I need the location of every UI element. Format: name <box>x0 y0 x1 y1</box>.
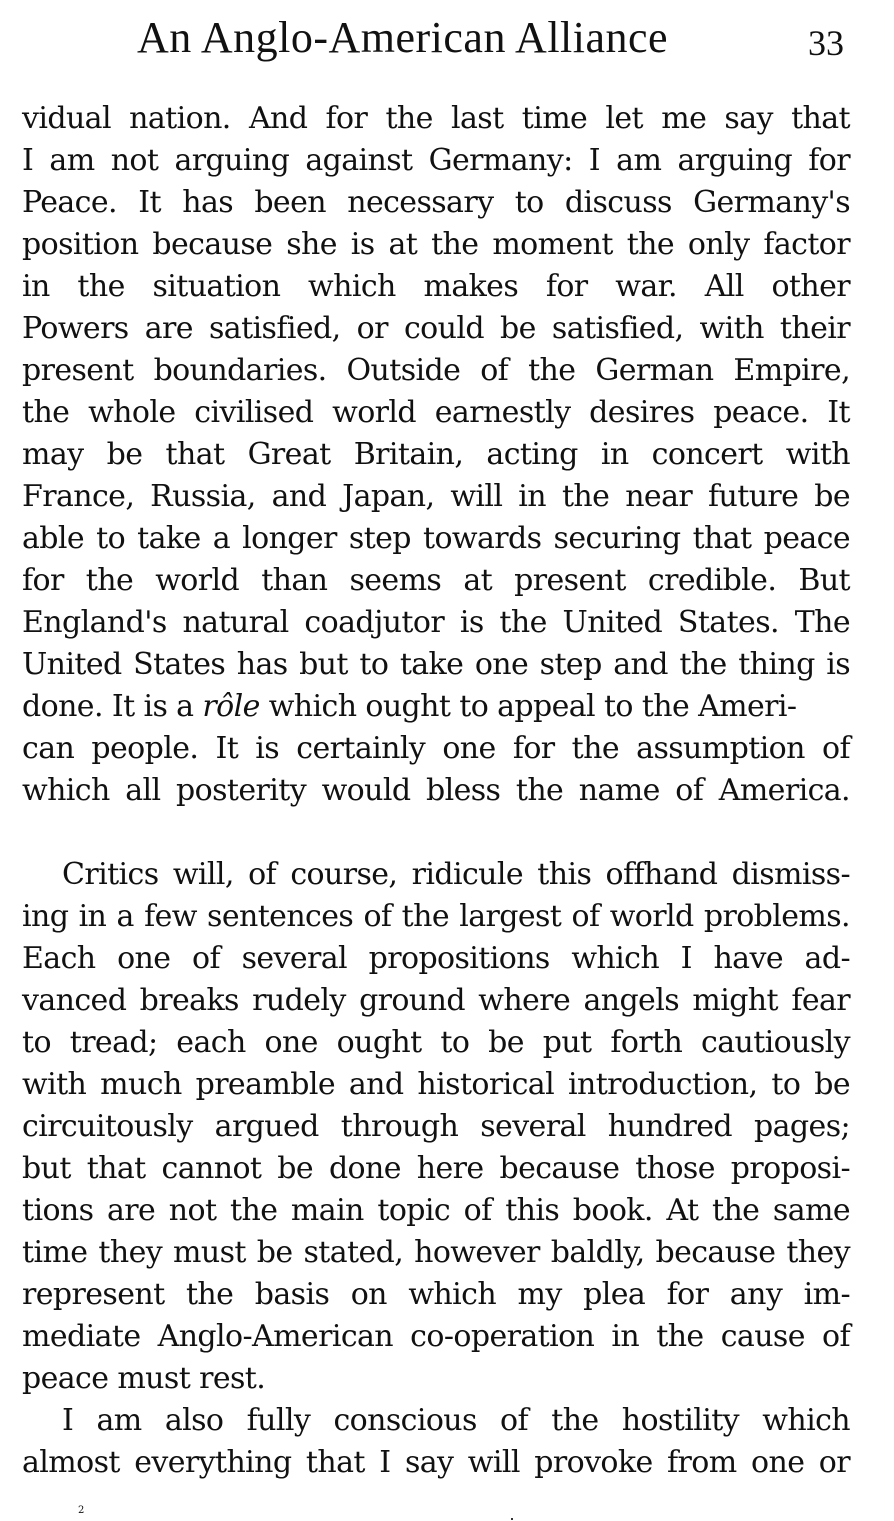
running-header <box>0 8 894 68</box>
signature-mark: 2 <box>78 1505 85 1516</box>
text-line: mediate Anglo-American co-operation in the cause of <box>22 1319 850 1354</box>
text-line: position because she is at the moment the only factor <box>22 227 850 262</box>
text-line: in the situation which makes for war. All other <box>22 269 850 304</box>
text-line: the whole civilised world earnestly desires peace. It <box>22 395 850 430</box>
text-line: I am also fully conscious of the hostility which <box>62 1403 850 1438</box>
text-line: able to take a longer step towards securing that peace <box>22 521 850 556</box>
text-line: present boundaries. Outside of the German Empire, <box>22 353 850 388</box>
paragraph-break <box>22 812 850 854</box>
text-line: France, Russia, and Japan, will in the near future be <box>22 479 850 514</box>
body-text <box>22 98 850 1484</box>
running-title: An Anglo-American Alliance <box>137 13 669 62</box>
text-segment: done. It is a <box>22 689 203 724</box>
text-line: Critics will, of course, ridicule this offhand dismiss- <box>62 857 850 892</box>
text-line: circuitously argued through several hundred pages; <box>22 1109 850 1144</box>
text-line: but that cannot be done here because those proposi- <box>22 1151 850 1186</box>
text-line: peace must rest. <box>22 1361 266 1396</box>
paragraph-2 <box>22 854 850 1400</box>
text-line: ing in a few sentences of the largest of world problems. <box>22 899 850 934</box>
text-line-role <box>22 686 850 728</box>
text-line: which all posterity would bless the name of America. <box>22 773 850 808</box>
text-line: almost everything that I say will provoke from one or <box>22 1445 850 1480</box>
text-line: Peace. It has been necessary to discuss Germany's <box>22 185 850 220</box>
text-line: vanced breaks rudely ground where angels might fear <box>22 983 850 1018</box>
text-line: I am not arguing against Germany: I am arguing for <box>22 143 850 178</box>
print-speck <box>511 1518 513 1520</box>
italic-word: rôle <box>202 689 260 724</box>
text-line: to tread; each one ought to be put forth cautiously <box>22 1025 850 1060</box>
text-line: vidual nation. And for the last time let me say that <box>22 101 850 136</box>
paragraph-3 <box>22 1400 850 1484</box>
text-line: Each one of several propositions which I have ad- <box>22 941 850 976</box>
paragraph-1 <box>22 98 850 812</box>
text-line: represent the basis on which my plea for any im- <box>22 1277 850 1312</box>
text-line: time they must be stated, however baldly, because they <box>22 1235 850 1270</box>
text-segment: which ought to appeal to the Ameri- <box>259 689 797 724</box>
text-line: can people. It is certainly one for the assumption of <box>22 731 850 766</box>
text-line: may be that Great Britain, acting in concert with <box>22 437 850 472</box>
text-line: with much preamble and historical introduction, to be <box>22 1067 850 1102</box>
text-line: for the world than seems at present credible. But <box>22 563 850 598</box>
page-number: 33 <box>808 23 844 63</box>
text-line: England's natural coadjutor is the United States. The <box>22 605 850 640</box>
text-line: tions are not the main topic of this book. At the same <box>22 1193 850 1228</box>
text-line: United States has but to take one step and the thing is <box>22 647 850 682</box>
text-line: Powers are satisfied, or could be satisfied, with their <box>22 311 850 346</box>
